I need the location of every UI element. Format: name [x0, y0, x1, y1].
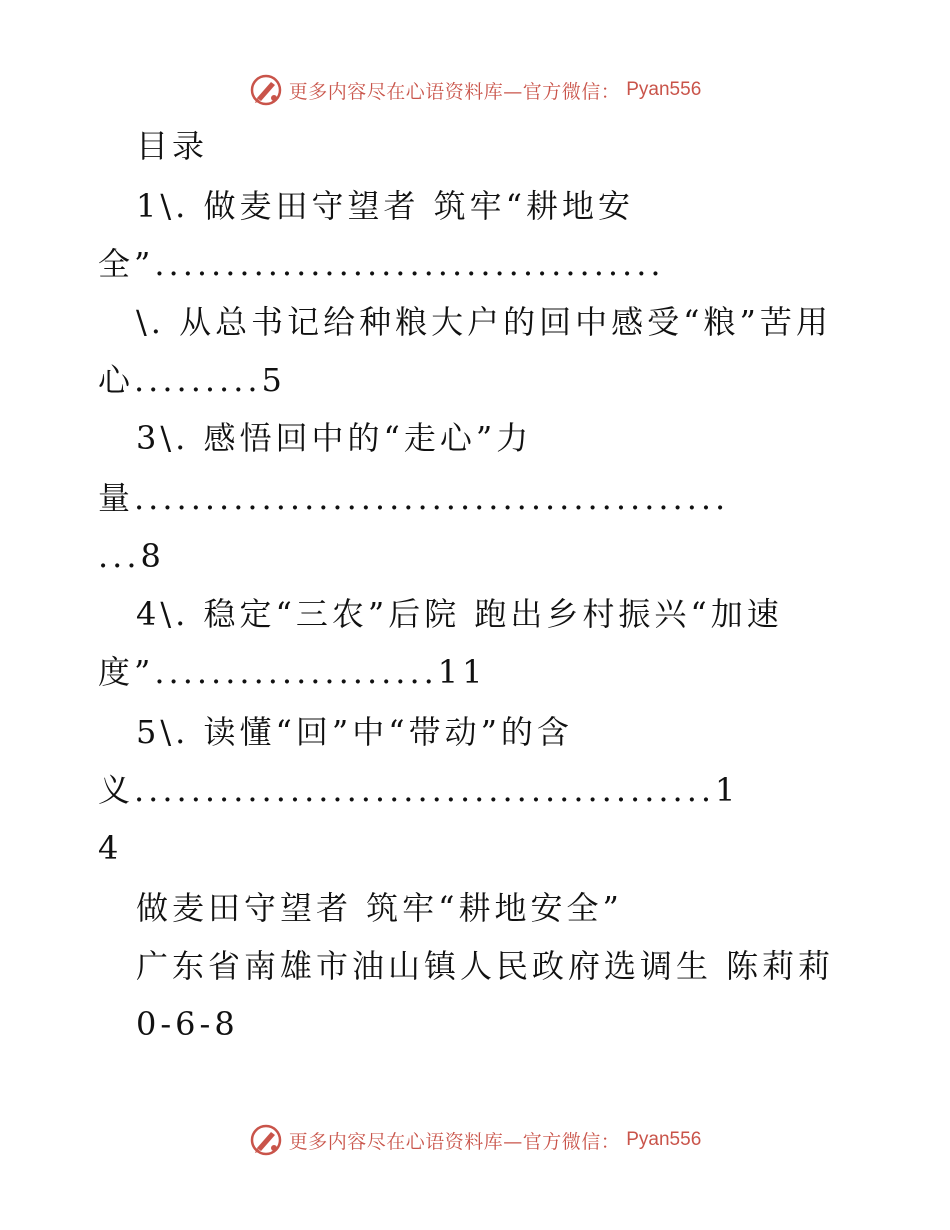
watermark-wechat-id: Pyan556 [626, 1129, 702, 1150]
toc-line: 5\. 读懂“回”中“带动”的含 [136, 713, 573, 751]
watermark-text: 更多内容尽在心语资料库—官方微信： [288, 1130, 621, 1153]
toc-line: 全”.................................... [98, 245, 665, 283]
toc-line: 量.......................................... [98, 479, 730, 517]
toc-line: 1\. 做麦田守望者 筑牢“耕地安 [136, 187, 635, 225]
toc-title: 目录 [136, 127, 209, 165]
toc-line: 心.........5 [98, 361, 286, 399]
footer-watermark [0, 1122, 950, 1158]
watermark-text: 更多内容尽在心语资料库—官方微信： [288, 80, 621, 103]
toc-line: 度”....................11 [98, 653, 487, 691]
watermark-wechat-id: Pyan556 [626, 79, 702, 100]
article-author: 广东省南雄市油山镇人民政府选调生 陈莉莉 [136, 947, 835, 985]
toc-line: \. 从总书记给种粮大户的回中感受“粮”苦用 [136, 303, 832, 341]
pen-logo-icon [249, 1123, 283, 1157]
toc-line: 3\. 感悟回中的“走心”力 [136, 419, 533, 457]
article-date: 0-6-8 [136, 1005, 239, 1043]
article-title: 做麦田守望者 筑牢“耕地安全” [136, 889, 623, 927]
toc-line: 义.........................................1 [98, 771, 740, 809]
toc-line: 4\. 稳定“三农”后院 跑出乡村振兴“加速 [136, 595, 783, 633]
toc-line: 4 [98, 829, 123, 867]
toc-line: ...8 [98, 537, 165, 575]
